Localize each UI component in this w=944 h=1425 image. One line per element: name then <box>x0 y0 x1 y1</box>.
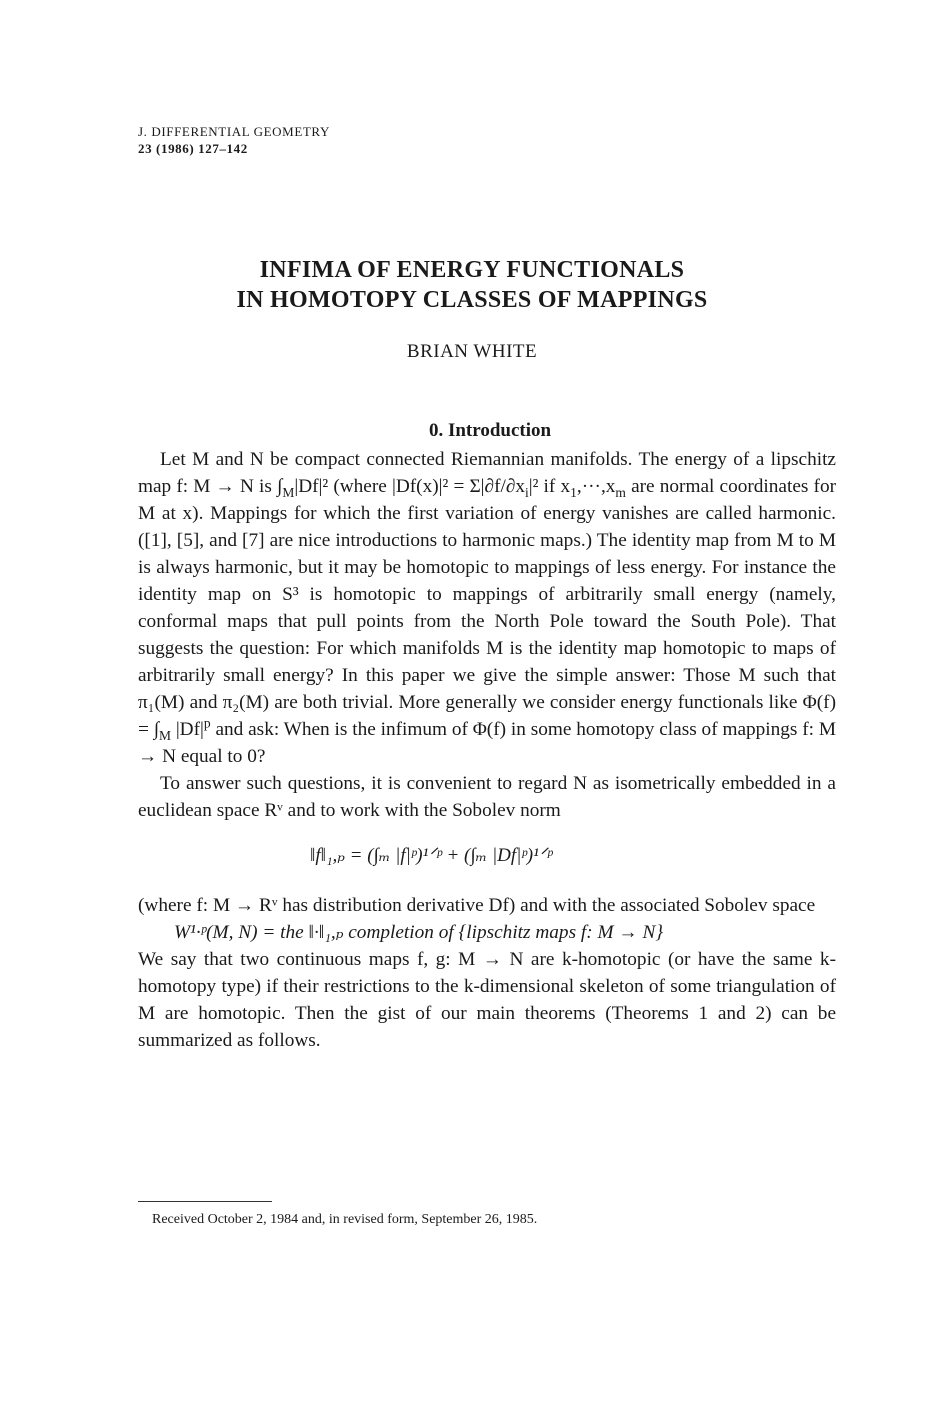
p1-sub-i: i <box>525 484 529 500</box>
p1-text-b: |Df|² (where |Df(x)|² = Σ|∂f/∂x <box>294 476 526 497</box>
paragraph-1 <box>138 446 836 770</box>
title-line-2: IN HOMOTOPY CLASSES OF MAPPINGS <box>236 287 708 313</box>
p1-text-a: Let M and N be compact connected Riemannian manifolds. The energy of a lipschitz map f: M → N is ∫ <box>138 449 836 497</box>
p1-text-e: are normal coordinates for M at x). Mappings for which the first variation of energy vanishes are called harmonic. ([1], [5], and [7] are nice introductions to harmonic maps.) The identity map from M to M is always harmonic, but it may be homotopic to mappings of less energy. For instance the identity map on S³ is homotopic to mappings of arbitrarily small energy (namely, conformal maps that pull points from the North Pole toward the South Pole). That suggests the question: For which manifolds M is the identity map homotopic to maps of arbitrarily small energy? In this paper we give the simple answer: Those M such that π₁(M) and π₂(M) are both trivial. More generally we consider energy functionals like Φ(f) = ∫ <box>138 476 837 740</box>
p1-text-d: ,···,x <box>576 476 616 497</box>
p1-text-f: |Df| <box>171 719 204 740</box>
journal-header <box>138 123 330 157</box>
paragraph-3: (where f: M → Rᵛ has distribution derivative Df) and with the associated Sobolev space <box>138 895 816 916</box>
p1-text-g: and ask: When is the infimum of Φ(f) in some homotopy class of mappings f: M → N equal to 0? <box>138 719 836 767</box>
section-heading: 0. Introduction <box>428 420 552 441</box>
p1-sub-M-2: M <box>158 727 171 743</box>
volume-pages: 23 (1986) 127–142 <box>138 141 248 156</box>
paper-title <box>0 255 944 315</box>
p1-sub-M: M <box>282 484 295 500</box>
sobolev-space-equation: W¹·ᵖ(M, N) = the ‖·‖₁,ₚ completion of {lipschitz maps f: M → N} <box>174 922 664 943</box>
p1-sub-m: m <box>615 484 626 500</box>
journal-name: J. DIFFERENTIAL GEOMETRY <box>138 124 330 139</box>
author: BRIAN WHITE <box>406 341 538 362</box>
p1-text-c: |² if x <box>528 476 571 497</box>
footnote: Received October 2, 1984 and, in revised form, September 26, 1985. <box>152 1212 538 1227</box>
body-text <box>138 446 836 1054</box>
sobolev-norm-equation <box>138 824 836 892</box>
paragraph-4: We say that two continuous maps f, g: M → N are k-homotopic (or have the same k-homotopy type) if their restrictions to the k-dimensional skeleton of some triangulation of M are homotopic. Then the gist of our main theorems (Theorems 1 and 2) can be summarized as follows. <box>138 949 836 1051</box>
p1-sup-p: p <box>203 715 211 731</box>
paragraph-2: To answer such questions, it is convenient to regard N as isometrically embedded in a euclidean space Rᵛ and to work with the Sobolev norm <box>138 773 836 821</box>
p1-sub-1: 1 <box>570 484 577 500</box>
title-line-1: INFIMA OF ENERGY FUNCTIONALS <box>259 257 685 283</box>
footnote-divider <box>138 1201 272 1202</box>
equation-1: ‖f‖₁,ₚ = (∫ₘ |f|ᵖ)¹ᐟᵖ + (∫ₘ |Df|ᵖ)¹ᐟᵖ <box>310 845 553 866</box>
